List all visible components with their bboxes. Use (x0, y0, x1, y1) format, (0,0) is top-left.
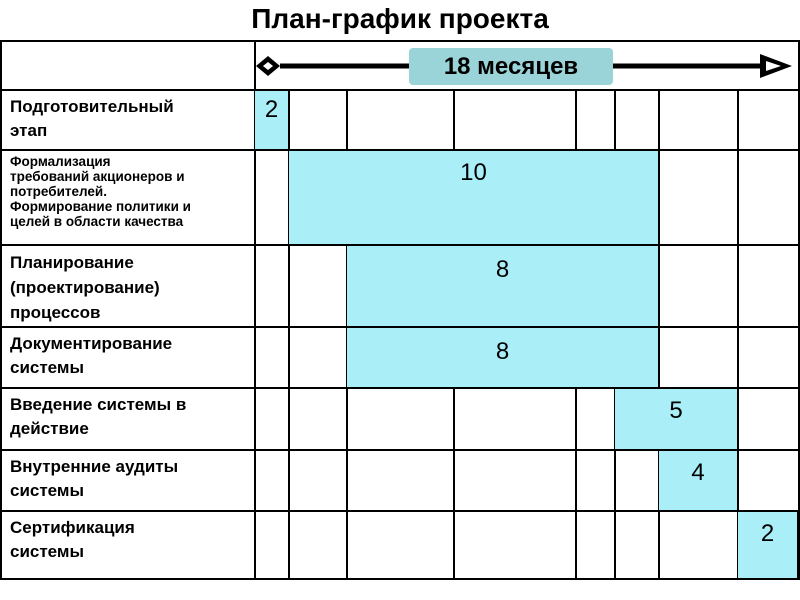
row-label-audits: Внутренние аудиты системы (10, 457, 179, 500)
bar-audits: 4 (658, 450, 738, 511)
bar-preparation: 2 (254, 90, 289, 150)
gantt-grid (0, 40, 800, 580)
bar-certification: 2 (737, 511, 798, 579)
grid-line (0, 578, 800, 580)
bar-implementation: 5 (614, 388, 738, 450)
bar-documentation: 8 (346, 327, 659, 388)
page-title: План-график проекта (251, 3, 549, 34)
row-label-documentation: Документирование системы (10, 334, 173, 377)
row-label-planning: Планирование (проектирование) процессов (10, 253, 160, 322)
bar-formalization: 10 (288, 150, 659, 245)
row-label-preparation: Подготовительный этап (10, 97, 174, 140)
row-label-certification: Сертификация системы (10, 518, 135, 561)
row-label-formalization: Формализация требований акционеров и потребителей. Формирование политики и целей в области качества (10, 154, 191, 229)
bar-planning: 8 (346, 245, 659, 327)
row-label-implementation: Введение системы в действие (10, 395, 187, 438)
timeline-label: 18 месяцев (409, 48, 613, 85)
